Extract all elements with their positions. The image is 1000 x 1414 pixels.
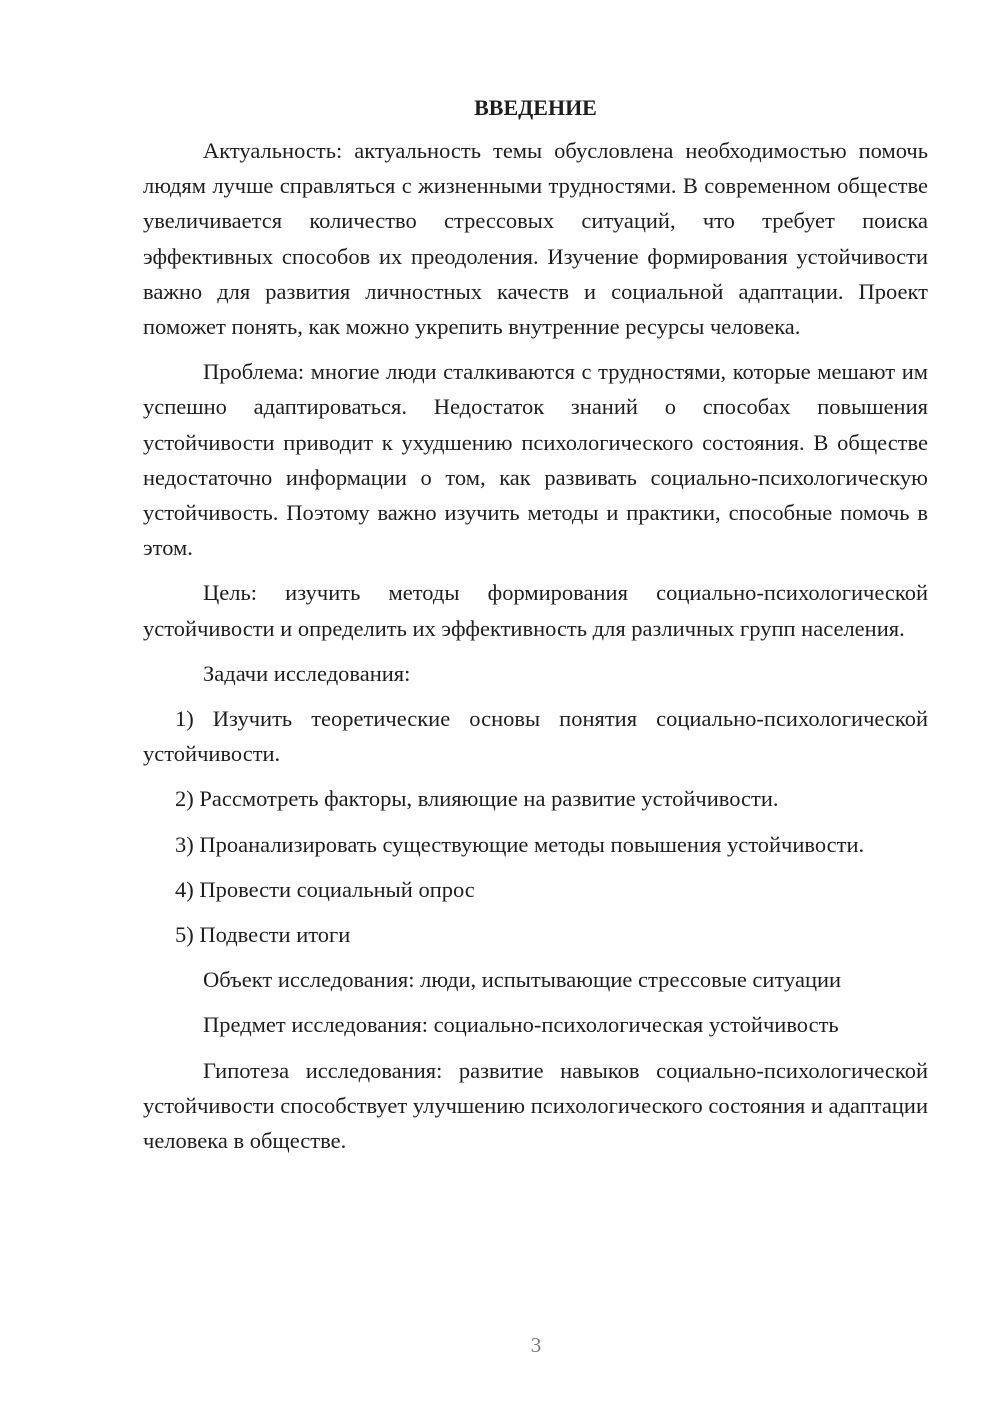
problem-paragraph: Проблема: многие люди сталкиваются с трудностями, которые мешают им успешно адаптироваться. Недостаток знаний о способах повышения устойчивости приводит к ухудшению психологического состояния. В обществе недостаточно информации о том, как развивать социально-психологическую устойчивость. Поэтому важно изучить методы и практики, способные помочь в этом. <box>143 359 928 561</box>
task-item-5: 5) Подвести итоги <box>175 922 351 948</box>
document-body <box>143 90 928 1168</box>
tasks-heading: Задачи исследования: <box>203 660 411 686</box>
relevance-paragraph: Актуальность: актуальность темы обусловлена необходимостью помочь людям лучше справляться с жизненными трудностями. В современном обществе увеличивается количество стрессовых ситуаций, что требует поиска эффективных способов их преодоления. Изучение формирования устойчивости важно для развития личностных качеств и социальной адаптации. Проект поможет понять, как можно укрепить внутренние ресурсы человека. <box>143 138 928 340</box>
task-item-4: 4) Провести социальный опрос <box>175 876 475 902</box>
page-number: 3 <box>530 1333 542 1357</box>
task-item-2: 2) Рассмотреть факторы, влияющие на развитие устойчивости. <box>175 786 779 812</box>
task-item-3: 3) Проанализировать существующие методы повышения устойчивости. <box>175 831 865 857</box>
task-item-1: 1) Изучить теоретические основы понятия социально-психологической устойчивости. <box>143 706 928 767</box>
section-title: ВВЕДЕНИЕ <box>474 95 597 120</box>
research-subject: Предмет исследования: социально-психологическая устойчивость <box>203 1012 839 1038</box>
research-hypothesis: Гипотеза исследования: развитие навыков социально-психологической устойчивости способствует улучшению психологического состояния и адаптации человека в обществе. <box>143 1057 928 1154</box>
goal-paragraph: Цель: изучить методы формирования социально-психологической устойчивости и определить их эффективность для различных групп населения. <box>143 580 928 641</box>
research-object: Объект исследования: люди, испытывающие стрессовые ситуации <box>203 967 842 993</box>
